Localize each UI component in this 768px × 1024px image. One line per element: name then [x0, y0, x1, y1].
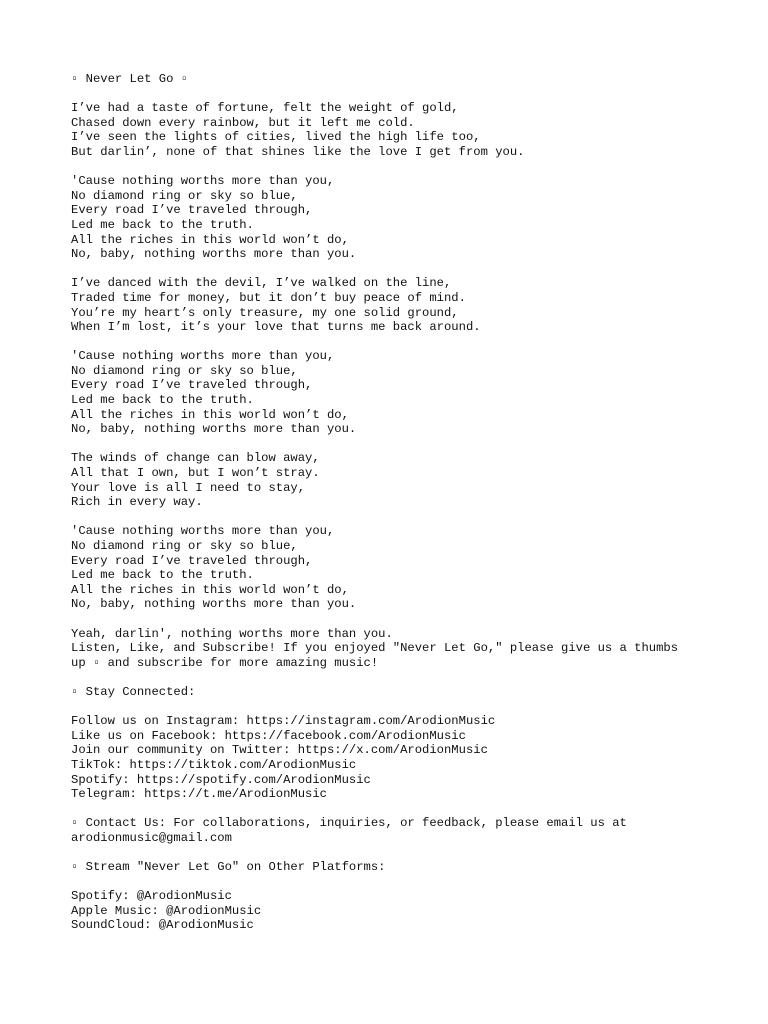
- contact-email[interactable]: arodionmusic@gmail.com: [71, 830, 232, 845]
- bridge: [71, 451, 731, 509]
- lyric-line: Every road I’ve traveled through,: [71, 378, 313, 393]
- subscribe-text: Listen, Like, and Subscribe! If you enjoyed "Never Let Go," please give us a thumbs: [71, 641, 679, 656]
- lyric-line: I’ve seen the lights of cities, lived the high life too,: [71, 130, 481, 145]
- social-links: [71, 714, 731, 802]
- facebook-link[interactable]: Like us on Facebook: https://facebook.com/ArodionMusic: [71, 728, 466, 743]
- lyric-line: No, baby, nothing worths more than you.: [71, 247, 357, 262]
- outro: [71, 627, 731, 671]
- lyric-line: No diamond ring or sky so blue,: [71, 363, 298, 378]
- lyric-line: You’re my heart’s only treasure, my one solid ground,: [71, 305, 459, 320]
- lyric-line: All the riches in this world won’t do,: [71, 407, 349, 422]
- platform-apple-music: Apple Music: @ArodionMusic: [71, 903, 262, 918]
- lyric-line: Your love is all I need to stay,: [71, 480, 306, 495]
- lyric-line: No diamond ring or sky so blue,: [71, 539, 298, 553]
- lyric-line: No, baby, nothing worths more than you.: [71, 422, 357, 437]
- lyric-line: The winds of change can blow away,: [71, 451, 320, 466]
- subscribe-text: up ▫ and subscribe for more amazing music!: [71, 655, 379, 670]
- lyric-line: Rich in every way.: [71, 495, 203, 510]
- lyric-line: Yeah, darlin', nothing worths more than you.: [71, 626, 393, 641]
- contact-text: ▫ Contact Us: For collaborations, inquiries, or feedback, please email us at: [71, 816, 627, 831]
- lyric-line: When I’m lost, it’s your love that turns me back around.: [71, 320, 481, 335]
- document-page: [71, 72, 731, 933]
- chorus-1: [71, 174, 731, 262]
- lyric-line: All that I own, but I won’t stray.: [71, 466, 320, 481]
- chorus-2: [71, 349, 731, 437]
- lyric-line: Traded time for money, but it don’t buy peace of mind.: [71, 290, 466, 305]
- telegram-link[interactable]: Telegram: https://t.me/ArodionMusic: [71, 787, 327, 802]
- lyric-line: Led me back to the truth.: [71, 568, 254, 583]
- lyric-line: Every road I’ve traveled through,: [71, 553, 313, 568]
- lyric-line: Every road I’ve traveled through,: [71, 203, 313, 218]
- stream-platforms: [71, 889, 731, 933]
- lyric-line: 'Cause nothing worths more than you,: [71, 349, 335, 364]
- lyric-line: All the riches in this world won’t do,: [71, 582, 349, 597]
- stream-heading: ▫ Stream "Never Let Go" on Other Platforms:: [71, 860, 386, 875]
- platform-soundcloud: SoundCloud: @ArodionMusic: [71, 918, 254, 933]
- verse-1: [71, 101, 731, 159]
- lyric-line: Led me back to the truth.: [71, 217, 254, 232]
- lyric-line: All the riches in this world won’t do,: [71, 232, 349, 247]
- lyric-line: Led me back to the truth.: [71, 393, 254, 408]
- chorus-3: [71, 524, 731, 612]
- spotify-link[interactable]: Spotify: https://spotify.com/ArodionMusic: [71, 772, 371, 787]
- twitter-link[interactable]: Join our community on Twitter: https://x.com/ArodionMusic: [71, 743, 488, 758]
- lyric-line: I’ve danced with the devil, I’ve walked on the line,: [71, 276, 452, 291]
- instagram-link[interactable]: Follow us on Instagram: https://instagram.com/ArodionMusic: [71, 714, 496, 729]
- lyric-line: Chased down every rainbow, but it left me cold.: [71, 115, 415, 130]
- lyric-line: I’ve had a taste of fortune, felt the weight of gold,: [71, 101, 459, 116]
- lyric-line: 'Cause nothing worths more than you,: [71, 524, 335, 539]
- lyric-line: But darlin’, none of that shines like the love I get from you.: [71, 144, 525, 159]
- lyric-line: 'Cause nothing worths more than you,: [71, 174, 335, 189]
- platform-spotify: Spotify: @ArodionMusic: [71, 889, 232, 904]
- tiktok-link[interactable]: TikTok: https://tiktok.com/ArodionMusic: [71, 757, 357, 772]
- contact-section: [71, 816, 731, 845]
- stay-connected-heading: ▫ Stay Connected:: [71, 684, 196, 699]
- song-title: ▫ Never Let Go ▫: [71, 72, 189, 86]
- lyric-line: No, baby, nothing worths more than you.: [71, 597, 357, 612]
- verse-2: [71, 276, 731, 334]
- lyric-line: No diamond ring or sky so blue,: [71, 188, 298, 203]
